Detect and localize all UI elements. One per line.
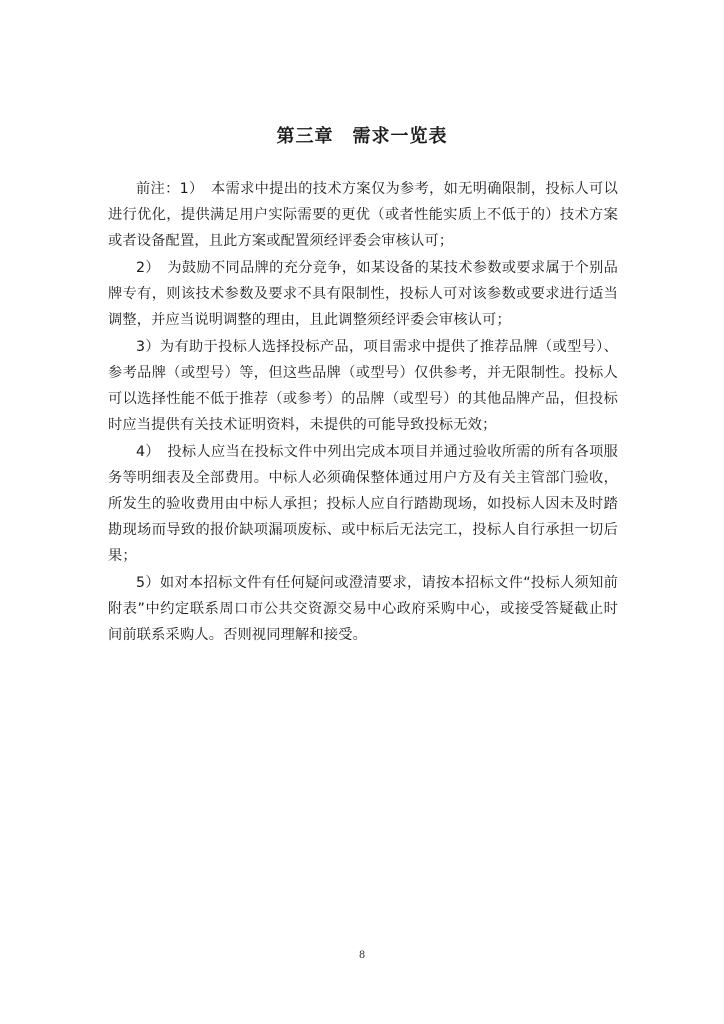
note-paragraph-4: 4） 投标人应当在投标文件中列出完成本项目并通过验收所需的所有各项服务等明细表及全部费用。中标人必须确保整体通过用户方及有关主管部门验收，所发生的验收费用由中标人承担；投标人应自行踏勘现场，如投标人因未及时踏勘现场而导致的报价缺项漏项废标、或中标后无法完工，投标人自行承担一切后果； (108, 444, 618, 564)
note-paragraph-1: 前注：1） 本需求中提出的技术方案仅为参考，如无明确限制，投标人可以进行优化，提供满足用户实际需要的更优（或者性能实质上不低于的）技术方案或者设备配置，且此方案或配置须经评委会审核认可； (108, 181, 618, 249)
notes-body (108, 176, 618, 649)
page-number: 8 (358, 950, 366, 961)
chapter-title: 第三章 需求一览表 (276, 126, 448, 147)
note-paragraph-5: 5）如对本招标文件有任何疑问或澄清要求，请按本招标文件“投标人须知前附表”中约定联系周口市公共交资源交易中心政府采购中心，或接受答疑截止时间前联系采购人。否则视同理解和接受。 (108, 575, 618, 643)
note-paragraph-2: 2） 为鼓励不同品牌的充分竞争，如某设备的某技术参数或要求属于个别品牌专有，则该技术参数及要求不具有限制性，投标人可对该参数或要求进行适当调整，并应当说明调整的理由，且此调整须经评委会审核认可； (108, 260, 618, 328)
note-paragraph-3: 3）为有助于投标人选择投标产品，项目需求中提供了推荐品牌（或型号）、参考品牌（或型号）等，但这些品牌（或型号）仅供参考，并无限制性。投标人可以选择性能不低于推荐（或参考）的品牌（或型号）的其他品牌产品，但投标时应当提供有关技术证明资料，未提供的可能导致投标无效； (108, 339, 618, 433)
